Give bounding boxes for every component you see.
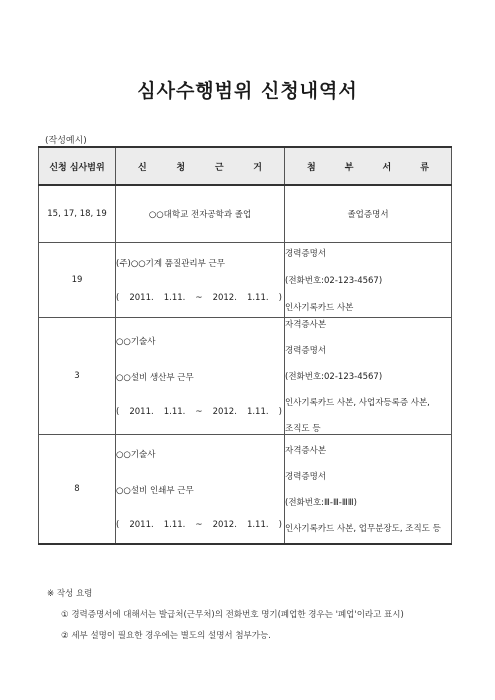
period-end-year: 2012. bbox=[212, 519, 237, 530]
period-close: ) bbox=[278, 519, 282, 530]
header-docs-char: 첨 bbox=[307, 162, 316, 173]
scope-cell: 19 bbox=[39, 242, 116, 317]
header-basis-char: 신 bbox=[138, 162, 147, 173]
doc-line: (전화번호:02-123-4567) bbox=[285, 275, 383, 286]
basis-line: ○○설비 생산부 근무 bbox=[116, 372, 194, 383]
period-start-md: 1.11. bbox=[163, 406, 186, 417]
docs-cell bbox=[285, 317, 452, 434]
application-table bbox=[38, 146, 452, 545]
doc-line: (전화번호:Ⅲ-Ⅲ-ⅢⅢ) bbox=[285, 497, 357, 508]
basis-cell bbox=[116, 242, 285, 317]
period-start-year: 2011. bbox=[129, 292, 154, 303]
period-line bbox=[116, 520, 284, 530]
docs-cell bbox=[285, 242, 452, 317]
docs-cell: 졸업증명서 bbox=[285, 185, 452, 242]
doc-line: 자격증사본 bbox=[285, 445, 327, 456]
header-scope: 신청 심사범위 bbox=[39, 147, 116, 185]
period-end-year: 2012. bbox=[212, 406, 237, 417]
period-start-md: 1.11. bbox=[163, 519, 186, 530]
period-start-year: 2011. bbox=[129, 519, 154, 530]
period-line bbox=[116, 407, 284, 417]
page-title: 심사수행범위 신청내역서 bbox=[137, 80, 358, 102]
header-basis-char: 청 bbox=[176, 162, 186, 173]
header-docs-char: 서 bbox=[382, 162, 392, 173]
docs-cell bbox=[285, 434, 452, 544]
header-docs-char: 부 bbox=[344, 162, 354, 173]
period-sep: ~ bbox=[195, 406, 203, 417]
doc-line: 인사기록카드 사본, 사업자등록증 사본, bbox=[285, 397, 430, 408]
period-start-year: 2011. bbox=[129, 406, 154, 417]
header-docs bbox=[285, 147, 452, 185]
doc-line: 경력증명서 bbox=[285, 248, 327, 259]
scope-cell: 3 bbox=[39, 317, 116, 434]
period-end-year: 2012. bbox=[212, 292, 237, 303]
period-open: ( bbox=[116, 519, 120, 530]
doc-line: 자격증사본 bbox=[285, 319, 327, 330]
doc-line: (전화번호:02-123-4567) bbox=[285, 371, 383, 382]
basis-line: ○○기술사 bbox=[116, 449, 156, 460]
writing-guide bbox=[47, 587, 404, 650]
doc-line: 인사기록카드 사본 bbox=[285, 302, 354, 313]
basis-line: (주)○○기계 품질관리부 근무 bbox=[116, 258, 225, 269]
period-open: ( bbox=[116, 292, 120, 303]
basis-line: ○○설비 인쇄부 근무 bbox=[116, 485, 194, 496]
table-row bbox=[39, 434, 452, 544]
writing-guide-item: ② 세부 설명이 필요한 경우에는 별도의 설명서 첨부가능. bbox=[61, 631, 271, 641]
table-row bbox=[39, 185, 452, 242]
doc-line: 조직도 등 bbox=[285, 423, 321, 434]
basis-cell bbox=[116, 317, 285, 434]
example-label: (작성예시) bbox=[45, 136, 87, 146]
basis-line: ○○기술사 bbox=[116, 336, 156, 347]
writing-guide-heading: ※ 작성 요령 bbox=[47, 589, 93, 599]
doc-line: 경력증명서 bbox=[285, 471, 327, 482]
header-basis-char: 근 bbox=[214, 162, 224, 173]
period-close: ) bbox=[278, 406, 282, 417]
doc-line: 경력증명서 bbox=[285, 345, 327, 356]
header-basis-char: 거 bbox=[253, 162, 262, 173]
period-sep: ~ bbox=[195, 519, 203, 530]
period-end-md: 1.11. bbox=[246, 406, 269, 417]
header-docs-char: 류 bbox=[420, 162, 429, 173]
period-end-md: 1.11. bbox=[246, 519, 269, 530]
period-sep: ~ bbox=[195, 292, 203, 303]
header-row bbox=[39, 147, 452, 185]
table-row bbox=[39, 317, 452, 434]
period-close: ) bbox=[278, 292, 282, 303]
doc-line: 인사기록카드 사본, 업무분장도, 조직도 등 bbox=[285, 523, 441, 534]
period-start-md: 1.11. bbox=[163, 292, 186, 303]
basis-cell: ○○대학교 전자공학과 졸업 bbox=[116, 185, 285, 242]
table-row bbox=[39, 242, 452, 317]
period-open: ( bbox=[116, 406, 120, 417]
scope-cell: 8 bbox=[39, 434, 116, 544]
writing-guide-item: ① 경력증명서에 대해서는 발급처(근무처)의 전화번호 명기(폐업한 경우는 '폐업'이라고 표시) bbox=[61, 610, 404, 620]
header-basis bbox=[116, 147, 285, 185]
period-end-md: 1.11. bbox=[246, 292, 269, 303]
basis-cell bbox=[116, 434, 285, 544]
scope-cell: 15, 17, 18, 19 bbox=[39, 185, 116, 242]
period-line bbox=[116, 293, 284, 303]
